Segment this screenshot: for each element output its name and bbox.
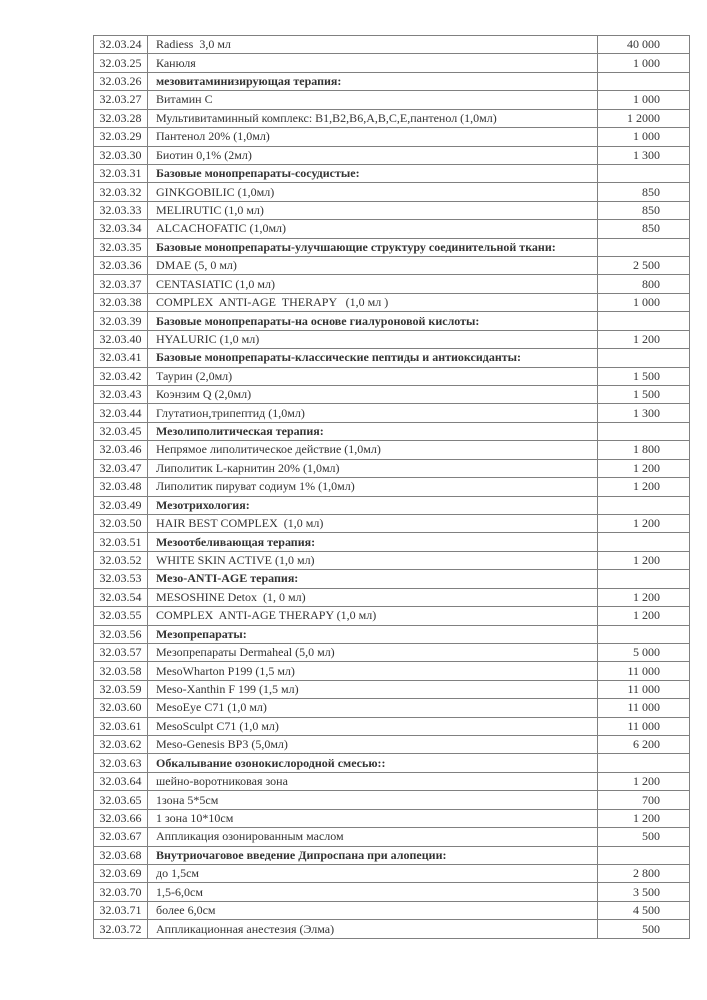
price-cell: 3 500 (598, 883, 690, 901)
price-cell (598, 72, 690, 90)
price-cell: 2 800 (598, 864, 690, 882)
table-row (94, 607, 690, 625)
price-cell (598, 533, 690, 551)
service-name-cell: Meso-Xanthin F 199 (1,5 мл) (148, 680, 598, 698)
table-row (94, 404, 690, 422)
price-table (93, 35, 690, 939)
price-cell: 800 (598, 275, 690, 293)
service-code-cell: 32.03.44 (94, 404, 148, 422)
price-cell (598, 846, 690, 864)
price-cell: 850 (598, 220, 690, 238)
service-name-cell: Мезо-ANTI-AGE терапия: (148, 570, 598, 588)
service-name-cell: MesoWharton P199 (1,5 мл) (148, 662, 598, 680)
service-code-cell: 32.03.67 (94, 828, 148, 846)
table-row (94, 736, 690, 754)
price-cell: 11 000 (598, 662, 690, 680)
service-name-cell: Аппликация озонированным маслом (148, 828, 598, 846)
service-name-cell: шейно-воротниковая зона (148, 772, 598, 790)
service-name-cell: Мезоотбеливающая терапия: (148, 533, 598, 551)
service-code-cell: 32.03.68 (94, 846, 148, 864)
price-cell: 40 000 (598, 36, 690, 54)
service-code-cell: 32.03.66 (94, 809, 148, 827)
service-name-cell: Обкалывание озонокислородной смесью:: (148, 754, 598, 772)
service-name-cell: MELIRUTIC (1,0 мл) (148, 201, 598, 219)
table-row (94, 146, 690, 164)
service-name-cell: 1зона 5*5см (148, 791, 598, 809)
price-table-body (94, 36, 690, 939)
table-row (94, 72, 690, 90)
table-row (94, 809, 690, 827)
price-cell: 850 (598, 201, 690, 219)
price-cell: 11 000 (598, 680, 690, 698)
service-code-cell: 32.03.35 (94, 238, 148, 256)
price-cell: 700 (598, 791, 690, 809)
service-name-cell: COMPLEX ANTI-AGE THERAPY (1,0 мл) (148, 607, 598, 625)
table-row (94, 386, 690, 404)
table-row (94, 91, 690, 109)
table-row (94, 220, 690, 238)
table-row (94, 330, 690, 348)
price-cell: 1 500 (598, 367, 690, 385)
price-cell: 2 500 (598, 257, 690, 275)
service-name-cell: Базовые монопрепараты-улучшающие структуру соединительной ткани: (148, 238, 598, 256)
service-name-cell: Липолитик пируват содиум 1% (1,0мл) (148, 478, 598, 496)
table-row (94, 551, 690, 569)
price-cell (598, 238, 690, 256)
service-code-cell: 32.03.49 (94, 496, 148, 514)
price-cell: 1 200 (598, 772, 690, 790)
service-code-cell: 32.03.43 (94, 386, 148, 404)
service-code-cell: 32.03.36 (94, 257, 148, 275)
service-name-cell: Базовые монопрепараты-классические пептиды и антиоксиданты: (148, 349, 598, 367)
table-row (94, 920, 690, 939)
service-name-cell: MESOSHINE Detox (1, 0 мл) (148, 588, 598, 606)
service-name-cell: Внутриочаговое введение Дипроспана при алопеции: (148, 846, 598, 864)
service-code-cell: 32.03.24 (94, 36, 148, 54)
price-cell: 1 200 (598, 459, 690, 477)
service-code-cell: 32.03.63 (94, 754, 148, 772)
price-cell: 1 200 (598, 607, 690, 625)
table-row (94, 828, 690, 846)
service-code-cell: 32.03.61 (94, 717, 148, 735)
price-cell: 1 500 (598, 386, 690, 404)
service-name-cell: HAIR BEST COMPLEX (1,0 мл) (148, 514, 598, 532)
table-row (94, 183, 690, 201)
service-name-cell: Мультивитаминный комплекс: В1,В2,В6,А,В,С,Е,пантенол (1,0мл) (148, 109, 598, 127)
service-code-cell: 32.03.54 (94, 588, 148, 606)
table-row (94, 238, 690, 256)
price-cell: 4 500 (598, 901, 690, 919)
service-code-cell: 32.03.41 (94, 349, 148, 367)
service-name-cell: Таурин (2,0мл) (148, 367, 598, 385)
service-code-cell: 32.03.70 (94, 883, 148, 901)
price-cell: 1 800 (598, 441, 690, 459)
service-code-cell: 32.03.32 (94, 183, 148, 201)
service-name-cell: Коэнзим Q (2,0мл) (148, 386, 598, 404)
price-cell (598, 349, 690, 367)
service-code-cell: 32.03.33 (94, 201, 148, 219)
service-name-cell: Биотин 0,1% (2мл) (148, 146, 598, 164)
price-cell: 6 200 (598, 736, 690, 754)
service-name-cell: Витамин С (148, 91, 598, 109)
price-cell: 1 200 (598, 330, 690, 348)
price-cell (598, 570, 690, 588)
table-row (94, 588, 690, 606)
table-row (94, 459, 690, 477)
service-name-cell: Мезотрихология: (148, 496, 598, 514)
service-code-cell: 32.03.62 (94, 736, 148, 754)
price-cell (598, 422, 690, 440)
service-name-cell: Мезопрепараты: (148, 625, 598, 643)
service-code-cell: 32.03.34 (94, 220, 148, 238)
price-cell: 500 (598, 828, 690, 846)
service-code-cell: 32.03.64 (94, 772, 148, 790)
table-row (94, 275, 690, 293)
service-code-cell: 32.03.40 (94, 330, 148, 348)
table-row (94, 293, 690, 311)
table-row (94, 496, 690, 514)
price-cell: 11 000 (598, 717, 690, 735)
service-name-cell: MesoEye C71 (1,0 мл) (148, 699, 598, 717)
table-row (94, 901, 690, 919)
service-code-cell: 32.03.57 (94, 643, 148, 661)
service-code-cell: 32.03.29 (94, 128, 148, 146)
service-name-cell: 1,5-6,0см (148, 883, 598, 901)
service-name-cell: Глутатион,трипептид (1,0мл) (148, 404, 598, 422)
table-row (94, 643, 690, 661)
table-row (94, 312, 690, 330)
service-code-cell: 32.03.46 (94, 441, 148, 459)
service-code-cell: 32.03.51 (94, 533, 148, 551)
table-row (94, 54, 690, 72)
table-row (94, 625, 690, 643)
price-cell: 1 000 (598, 91, 690, 109)
price-cell: 1 000 (598, 293, 690, 311)
service-name-cell: Мезопрепараты Dermaheal (5,0 мл) (148, 643, 598, 661)
service-code-cell: 32.03.50 (94, 514, 148, 532)
table-row (94, 680, 690, 698)
table-row (94, 717, 690, 735)
table-row (94, 699, 690, 717)
price-cell: 1 000 (598, 128, 690, 146)
service-code-cell: 32.03.52 (94, 551, 148, 569)
price-cell (598, 754, 690, 772)
service-name-cell: COMPLEX ANTI-AGE THERAPY (1,0 мл ) (148, 293, 598, 311)
table-row (94, 662, 690, 680)
table-row (94, 422, 690, 440)
service-code-cell: 32.03.28 (94, 109, 148, 127)
price-cell: 850 (598, 183, 690, 201)
price-cell (598, 164, 690, 182)
service-name-cell: DMAE (5, 0 мл) (148, 257, 598, 275)
price-cell: 1 200 (598, 478, 690, 496)
table-row (94, 754, 690, 772)
service-code-cell: 32.03.47 (94, 459, 148, 477)
service-name-cell: более 6,0см (148, 901, 598, 919)
price-cell: 5 000 (598, 643, 690, 661)
service-code-cell: 32.03.59 (94, 680, 148, 698)
service-name-cell: Пантенол 20% (1,0мл) (148, 128, 598, 146)
service-code-cell: 32.03.37 (94, 275, 148, 293)
price-cell: 1 300 (598, 146, 690, 164)
table-row (94, 257, 690, 275)
service-name-cell: мезовитаминизирующая терапия: (148, 72, 598, 90)
service-code-cell: 32.03.42 (94, 367, 148, 385)
service-code-cell: 32.03.31 (94, 164, 148, 182)
service-code-cell: 32.03.55 (94, 607, 148, 625)
service-code-cell: 32.03.39 (94, 312, 148, 330)
service-code-cell: 32.03.26 (94, 72, 148, 90)
table-row (94, 349, 690, 367)
service-name-cell: Канюля (148, 54, 598, 72)
service-code-cell: 32.03.53 (94, 570, 148, 588)
service-code-cell: 32.03.69 (94, 864, 148, 882)
table-row (94, 514, 690, 532)
price-cell: 1 200 (598, 588, 690, 606)
service-code-cell: 32.03.30 (94, 146, 148, 164)
table-row (94, 791, 690, 809)
service-code-cell: 32.03.27 (94, 91, 148, 109)
service-code-cell: 32.03.25 (94, 54, 148, 72)
service-name-cell: Базовые монопрепараты-сосудистые: (148, 164, 598, 182)
service-name-cell: Базовые монопрепараты-на основе гиалуроновой кислоты: (148, 312, 598, 330)
price-cell (598, 312, 690, 330)
table-row (94, 109, 690, 127)
table-row (94, 772, 690, 790)
price-cell: 1 200 (598, 809, 690, 827)
service-name-cell: Аппликационная анестезия (Элма) (148, 920, 598, 939)
table-row (94, 883, 690, 901)
table-row (94, 570, 690, 588)
service-code-cell: 32.03.48 (94, 478, 148, 496)
price-cell: 1 300 (598, 404, 690, 422)
service-code-cell: 32.03.45 (94, 422, 148, 440)
service-name-cell: до 1,5см (148, 864, 598, 882)
service-code-cell: 32.03.65 (94, 791, 148, 809)
service-name-cell: Radiess 3,0 мл (148, 36, 598, 54)
service-name-cell: MesoSculpt C71 (1,0 мл) (148, 717, 598, 735)
service-name-cell: 1 зона 10*10см (148, 809, 598, 827)
price-cell: 1 2000 (598, 109, 690, 127)
table-row (94, 533, 690, 551)
price-cell: 500 (598, 920, 690, 939)
service-name-cell: Липолитик L-карнитин 20% (1,0мл) (148, 459, 598, 477)
service-code-cell: 32.03.58 (94, 662, 148, 680)
table-row (94, 367, 690, 385)
service-code-cell: 32.03.56 (94, 625, 148, 643)
service-name-cell: WHITE SKIN ACTIVE (1,0 мл) (148, 551, 598, 569)
service-name-cell: Мезолиполитическая терапия: (148, 422, 598, 440)
service-code-cell: 32.03.38 (94, 293, 148, 311)
service-name-cell: HYALURIC (1,0 мл) (148, 330, 598, 348)
table-row (94, 441, 690, 459)
service-code-cell: 32.03.60 (94, 699, 148, 717)
service-name-cell: CENTASIATIC (1,0 мл) (148, 275, 598, 293)
price-cell (598, 625, 690, 643)
table-row (94, 864, 690, 882)
table-row (94, 164, 690, 182)
service-name-cell: Непрямое липолитическое действие (1,0мл) (148, 441, 598, 459)
table-row (94, 201, 690, 219)
service-code-cell: 32.03.72 (94, 920, 148, 939)
service-name-cell: Meso-Genesis BP3 (5,0мл) (148, 736, 598, 754)
price-cell: 1 200 (598, 551, 690, 569)
table-row (94, 128, 690, 146)
price-cell (598, 496, 690, 514)
table-row (94, 846, 690, 864)
table-row (94, 478, 690, 496)
price-cell: 1 000 (598, 54, 690, 72)
service-name-cell: GINKGOBILIC (1,0мл) (148, 183, 598, 201)
service-code-cell: 32.03.71 (94, 901, 148, 919)
price-cell: 11 000 (598, 699, 690, 717)
price-cell: 1 200 (598, 514, 690, 532)
table-row (94, 36, 690, 54)
service-name-cell: ALCACHOFATIC (1,0мл) (148, 220, 598, 238)
